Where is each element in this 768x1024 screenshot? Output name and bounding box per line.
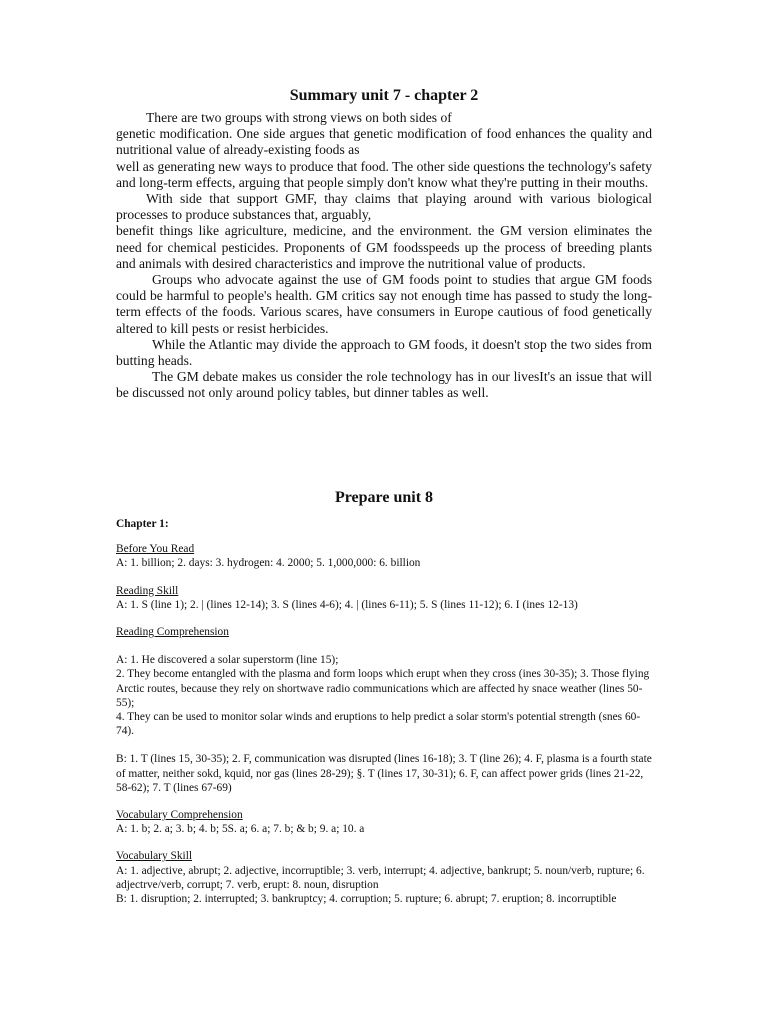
prepare-section [116,488,652,919]
chapter-heading: Chapter 1: [116,518,169,530]
summary-title: Summary unit 7 - chapter 2 [289,87,479,104]
answer-line: A: 1. adjective, abrupt; 2. adjective, incorruptible; 3. verb, interrupt; 4. adjective, bankrupt; 5. noun/verb, rupture; 6. adjectrve/verb, corrupt; 7. verb, erupt: 8. noun, disruption [116,864,645,891]
summary-paragraph: The GM debate makes us consider the role technology has in our livesIt's an issue that will be discussed not only around policy tables, but dinner tables as well. [116,369,652,401]
answer-line: 2. They become entangled with the plasma and form loops which erupt when they cross (ines 30-35); 3. Those flying Arctic routes, because they rely on shortwave radio communications which are affected hy snace weather (lines 50-55); [116,668,650,709]
answer-line: A: 1. billion; 2. days: 3. hydrogen: 4. 2000; 5. 1,000,000: 6. billion [116,557,421,570]
answer-line: 4. They can be used to monitor solar winds and eruptions to help predict a solar storm's potential strength (snes 60-74). [116,711,641,738]
summary-paragraph: genetic modification. One side argues that genetic modification of food enhances the quality and nutritional value of already-existing foods as [116,126,652,158]
summary-paragraph: benefit things like agriculture, medicine, and the environment. the GM version eliminates the need for chemical pesticides. Proponents of GM foodsspeeds up the process of breeding plants and animals with desired characteristics and improve the nutritional value of products. [116,223,652,271]
summary-paragraph: While the Atlantic may divide the approach to GM foods, it doesn't stop the two sides from butting heads. [116,336,652,369]
reading-skill-heading: Reading Skill [116,584,179,597]
spacer [116,639,652,653]
reading-skill-block [116,584,652,612]
summary-paragraph: Groups who advocate against the use of GM foods point to studies that argue GM foods could be harmful to people's health. GM critics say not enough time has passed to study the long-term effects of the foods. Various scares, have consumers in Europe cautious of food genetically altered to kill pests or resist herbicides. [116,272,652,336]
reading-comprehension-heading: Reading Comprehension [116,626,229,639]
before-you-read-heading: Before You Read [116,543,195,556]
answer-line: B: 1. disruption; 2. interrupted; 3. bankruptcy; 4. corruption; 5. rupture; 6. abrupt; 7. eruption; 8. incorruptible [116,893,617,906]
summary-section [116,86,652,402]
summary-paragraph: well as generating new ways to produce that food. The other side questions the technology's safety and long-term effects, arguing that people simply don't know what they're putting in their mouths. [116,158,652,190]
vocabulary-comprehension-block [116,808,652,836]
answer-line: B: 1. T (lines 15, 30-35); 2. F, communication was disrupted (lines 16-18); 3. T (line 26); 4. F, plasma is a fourth state of matter, neither sokd, kquid, nor gas (lines 28-29); §. T (lines 17, 30-31); 6. F, can affect power grids (lines 21-22, 58-62); 7. T (lines 67-69) [116,753,652,794]
summary-paragraph: There are two groups with strong views on both sides of [146,110,452,125]
vocabulary-skill-block [116,849,652,906]
summary-paragraph: With side that support GMF, thay claims that playing around with various biological processes to produce substances that, arguably, [116,191,652,223]
spacer [116,738,652,752]
before-you-read-block [116,542,652,570]
answer-line: A: 1. S (line 1); 2. | (lines 12-14); 3. S (lines 4-6); 4. | (lines 6-11); 5. S (lines 11-12); 6. I (ines 12-13) [116,598,578,611]
prepare-title: Prepare unit 8 [334,489,434,506]
vocabulary-comprehension-heading: Vocabulary Comprehension [116,809,243,822]
vocabulary-skill-heading: Vocabulary Skill [116,850,193,863]
answer-line: A: 1. He discovered a solar superstorm (line 15); [116,654,339,667]
reading-comprehension-block [116,625,652,795]
answer-line: A: 1. b; 2. a; 3. b; 4. b; 5S. a; 6. a; 7. b; & b; 9. a; 10. a [116,823,365,836]
